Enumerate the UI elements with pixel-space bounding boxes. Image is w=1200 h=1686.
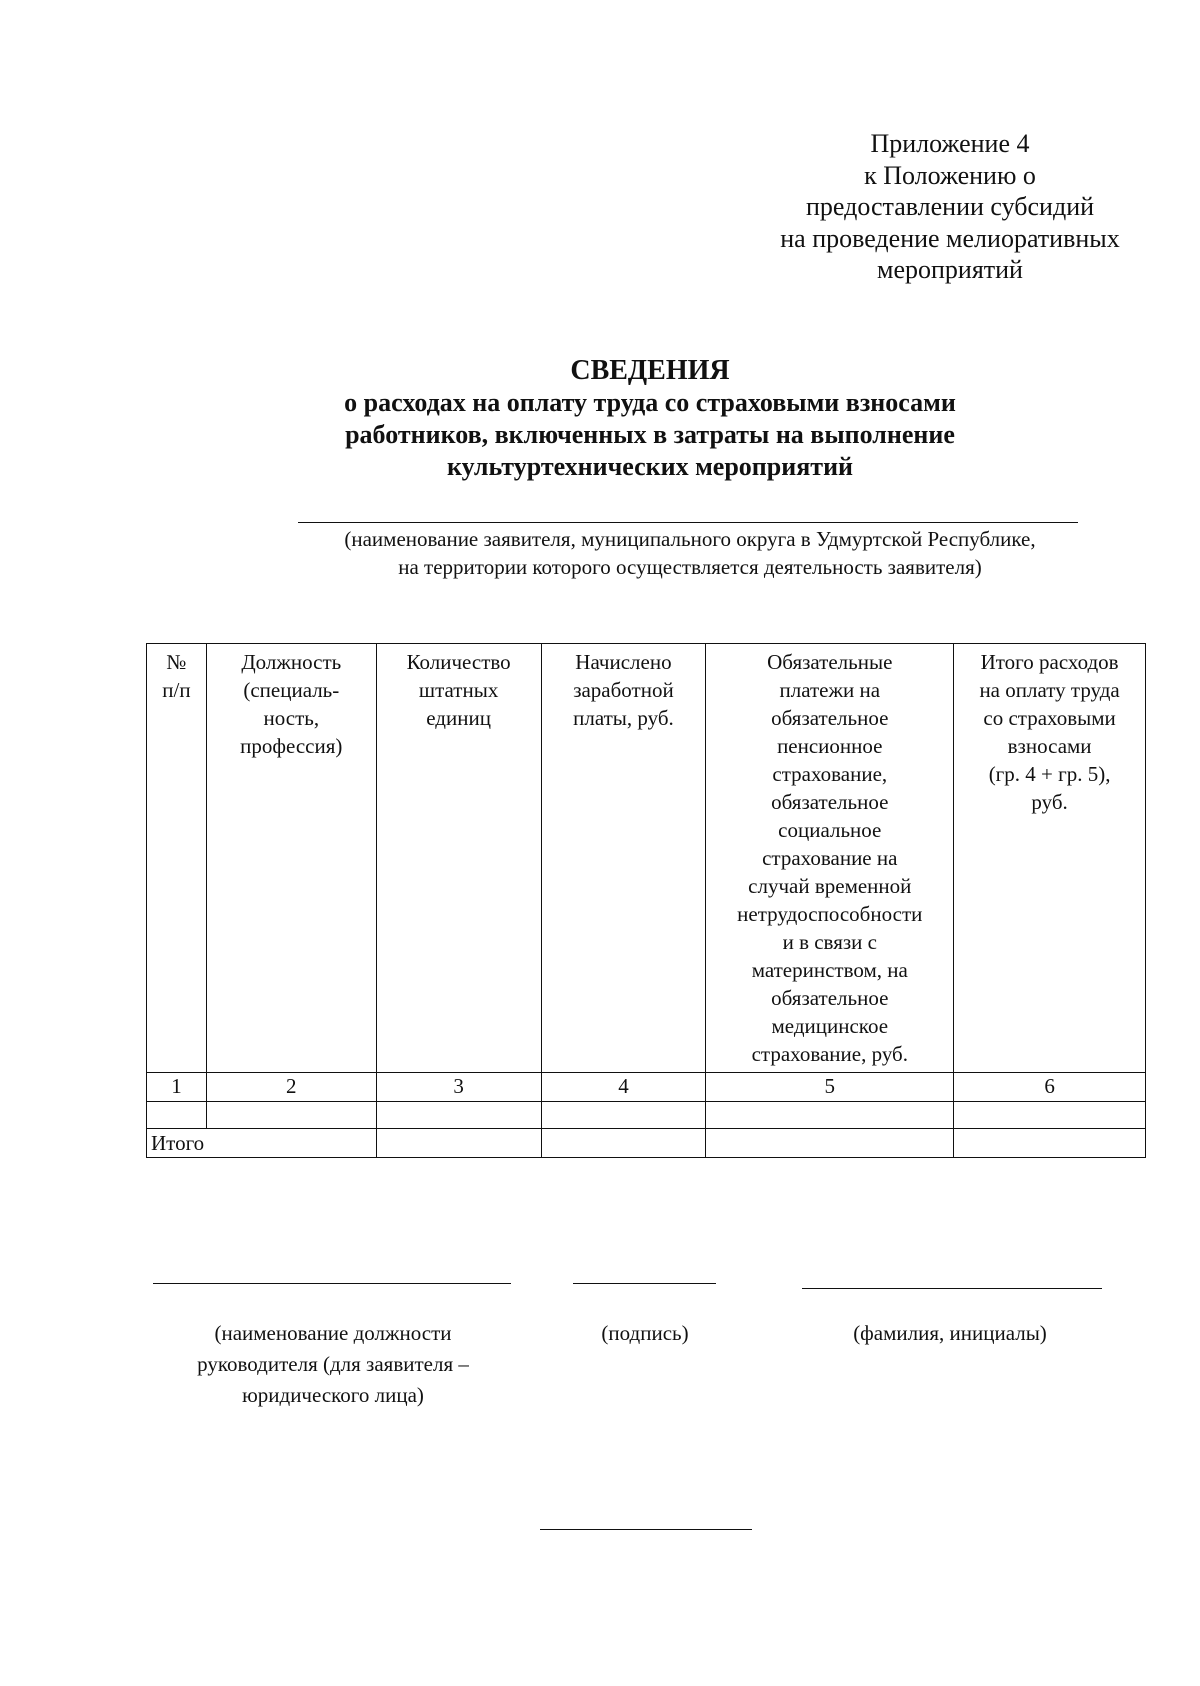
title-line: культуртехнических мероприятий (446, 452, 854, 481)
header-cell-total-expenses: Итого расходов на оплату труда со страховыми взносами (гр. 4 + гр. 5), руб. (954, 644, 1146, 1073)
column-number: 3 (376, 1073, 541, 1102)
column-number-row (147, 1073, 1146, 1102)
expenses-table (146, 643, 1146, 1158)
position-caption: (наименование должности руководителя (для заявителя – юридического лица) (197, 1321, 469, 1407)
name-signature-line[interactable] (802, 1288, 1102, 1289)
appendix-line: предоставлении субсидий (805, 192, 1095, 221)
appendix-line: на проведение мелиоративных (780, 223, 1120, 253)
applicant-caption (220, 525, 1160, 581)
table-cell[interactable] (206, 1102, 376, 1129)
table-cell[interactable] (954, 1129, 1146, 1158)
header-cell-accrued-salary: Начислено заработной платы, руб. (541, 644, 706, 1073)
table-header-row (147, 644, 1146, 1073)
appendix-reference (700, 128, 1200, 286)
header-cell-number: № п/п (147, 644, 207, 1073)
title-main: СВЕДЕНИЯ (570, 355, 730, 386)
table-cell[interactable] (541, 1129, 706, 1158)
column-number: 6 (954, 1073, 1146, 1102)
applicant-caption-line: (наименование заявителя, муниципального округа в Удмуртской Республике, (344, 527, 1036, 551)
bottom-separator-line (540, 1529, 752, 1530)
signature-caption: (подпись) (601, 1321, 689, 1345)
header-cell-mandatory-payments: Обязательные платежи на обязательное пенсионное страхование, обязательное социальное страхование на случай временной нетрудоспособности и в связи с материнством, на обязательное медицинское страхование, руб. (706, 644, 954, 1073)
table-cell[interactable] (147, 1102, 207, 1129)
appendix-line: к Положению о (864, 160, 1036, 190)
title-line: работников, включенных в затраты на выполнение (345, 420, 955, 449)
position-signature-line[interactable] (153, 1283, 511, 1284)
applicant-name-field[interactable] (298, 522, 1078, 523)
appendix-line: Приложение 4 (870, 129, 1030, 158)
table-cell[interactable] (376, 1102, 541, 1129)
column-number: 1 (147, 1073, 207, 1102)
document-title (150, 355, 1150, 483)
signature-line[interactable] (573, 1283, 716, 1284)
appendix-line: мероприятий (877, 255, 1023, 284)
title-line: о расходах на оплату труда со страховыми взносами (344, 388, 956, 417)
header-cell-position: Должность (специаль- ность, профессия) (206, 644, 376, 1073)
column-number: 4 (541, 1073, 706, 1102)
table-cell[interactable] (541, 1102, 706, 1129)
table-row (147, 1102, 1146, 1129)
name-caption: (фамилия, инициалы) (853, 1321, 1047, 1345)
table-cell[interactable] (376, 1129, 541, 1158)
applicant-caption-line: на территории которого осуществляется деятельность заявителя) (398, 555, 982, 579)
header-cell-staff-count: Количество штатных единиц (376, 644, 541, 1073)
table-cell[interactable] (706, 1102, 954, 1129)
total-row (147, 1129, 1146, 1158)
total-label: Итого (147, 1129, 377, 1158)
column-number: 2 (206, 1073, 376, 1102)
table-cell[interactable] (954, 1102, 1146, 1129)
table-cell[interactable] (706, 1129, 954, 1158)
column-number: 5 (706, 1073, 954, 1102)
